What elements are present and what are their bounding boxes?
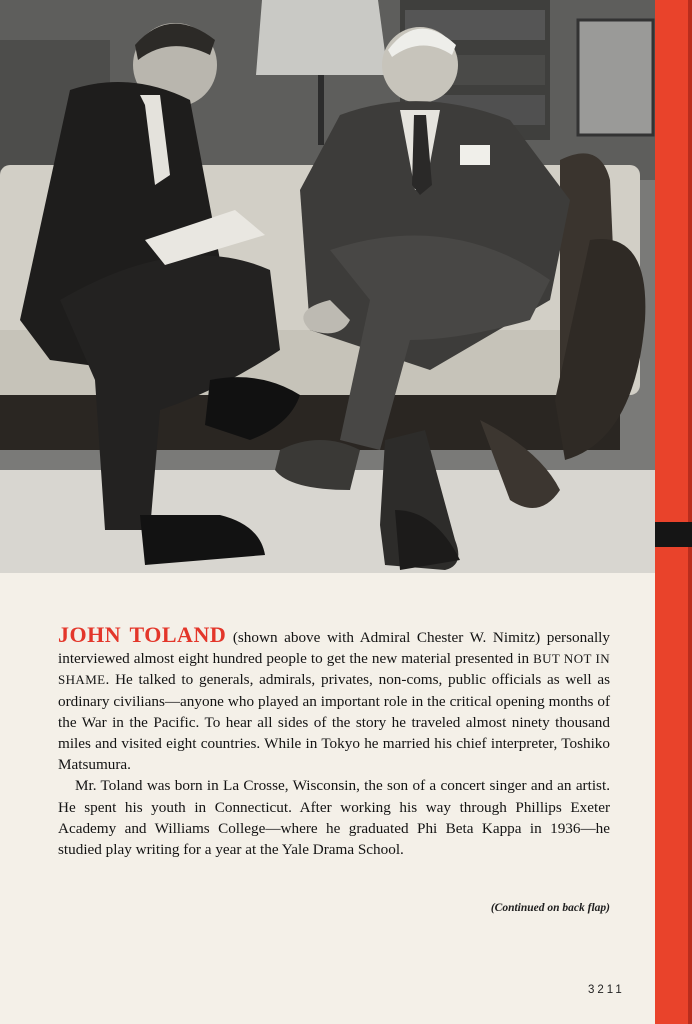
bio-text-1b: . He talked to generals, admirals, privates, non-coms, public officials as well as ordinary civilians—anyone who played an important role in the critical opening months of the War in the Pacific. To hear all sides of the story he traveled almost ninety thousand miles and visited eight countries. While in Tokyo he married his chief interpreter, Toshiko Matsumura.: [58, 671, 610, 774]
continued-note: (Continued on back flap): [490, 902, 610, 914]
spine-band: [655, 522, 692, 547]
catalog-code: 3211: [588, 984, 625, 996]
spine-stripe: [655, 0, 692, 1024]
bio-paragraph-1: [58, 624, 610, 775]
spine-edge: [688, 0, 692, 1024]
book-title: BUT NOT IN SHAME: [58, 651, 610, 688]
author-name: JOHN TOLAND: [58, 622, 227, 647]
bio-paragraph-2: Mr. Toland was born in La Crosse, Wisconsin, the son of a concert singer and an artist. He spent his youth in Connecticut. After working his way through Phillips Exeter Academy and Williams College—where he graduated Phi Beta Kappa in 1936—he studied play writing for a year at the Yale Drama School.: [58, 777, 610, 859]
bio-text-1a: (shown above with Admiral Chester W. Nimitz) personally interviewed almost eight hundred people to get the new material presented in: [58, 629, 610, 668]
author-bio: [58, 624, 610, 860]
